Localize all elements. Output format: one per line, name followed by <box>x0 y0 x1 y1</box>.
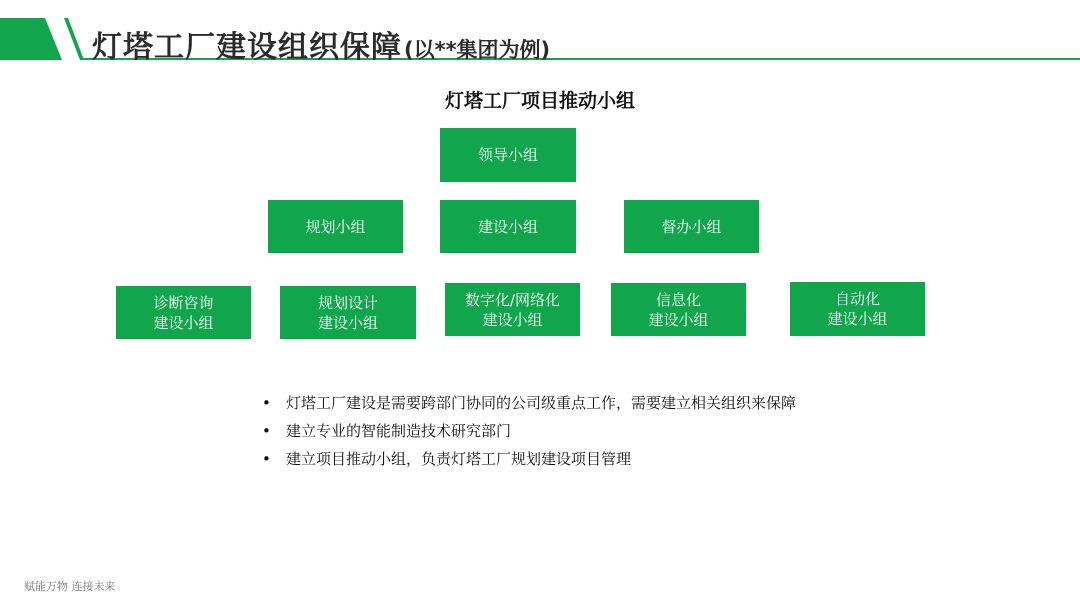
bullet-dot: • <box>262 450 271 468</box>
bullet-text: 灯塔工厂建设是需要跨部门协同的公司级重点工作，需要建立相关组织来保障 <box>286 394 797 412</box>
bullet-item <box>262 393 796 421</box>
org-box-planning-design: 规划设计 建设小组 <box>280 286 416 339</box>
org-box-supervision: 督办小组 <box>624 200 759 253</box>
bullet-item <box>262 421 796 449</box>
header-accent-block <box>0 18 62 60</box>
org-box-leadership: 领导小组 <box>440 128 576 182</box>
bullet-text: 建立项目推动小组，负责灯塔工厂规划建设项目管理 <box>286 450 632 468</box>
org-box-digitalization: 数字化/网络化 建设小组 <box>445 283 580 336</box>
bullet-dot: • <box>262 394 271 412</box>
org-box-automation: 自动化 建设小组 <box>790 282 925 336</box>
page-title-subtitle: (以**集团为例) <box>404 38 551 62</box>
footer-slogan: 赋能万物 连接未来 <box>24 580 116 593</box>
page-title-main: 灯塔工厂建设组织保障 <box>92 30 402 65</box>
org-box-informatization: 信息化 建设小组 <box>611 283 746 336</box>
bullet-text: 建立专业的智能制造技术研究部门 <box>286 422 512 440</box>
org-box-diagnosis: 诊断咨询 建设小组 <box>116 286 251 339</box>
page-title <box>92 22 551 65</box>
header-accent-stripe <box>64 18 84 60</box>
org-chart-title: 灯塔工厂项目推动小组 <box>444 90 635 112</box>
org-box-construction: 建设小组 <box>440 200 576 253</box>
bullet-item <box>262 449 796 477</box>
bullet-dot: • <box>262 422 271 440</box>
bullet-list <box>262 393 796 477</box>
org-box-planning: 规划小组 <box>268 200 403 253</box>
